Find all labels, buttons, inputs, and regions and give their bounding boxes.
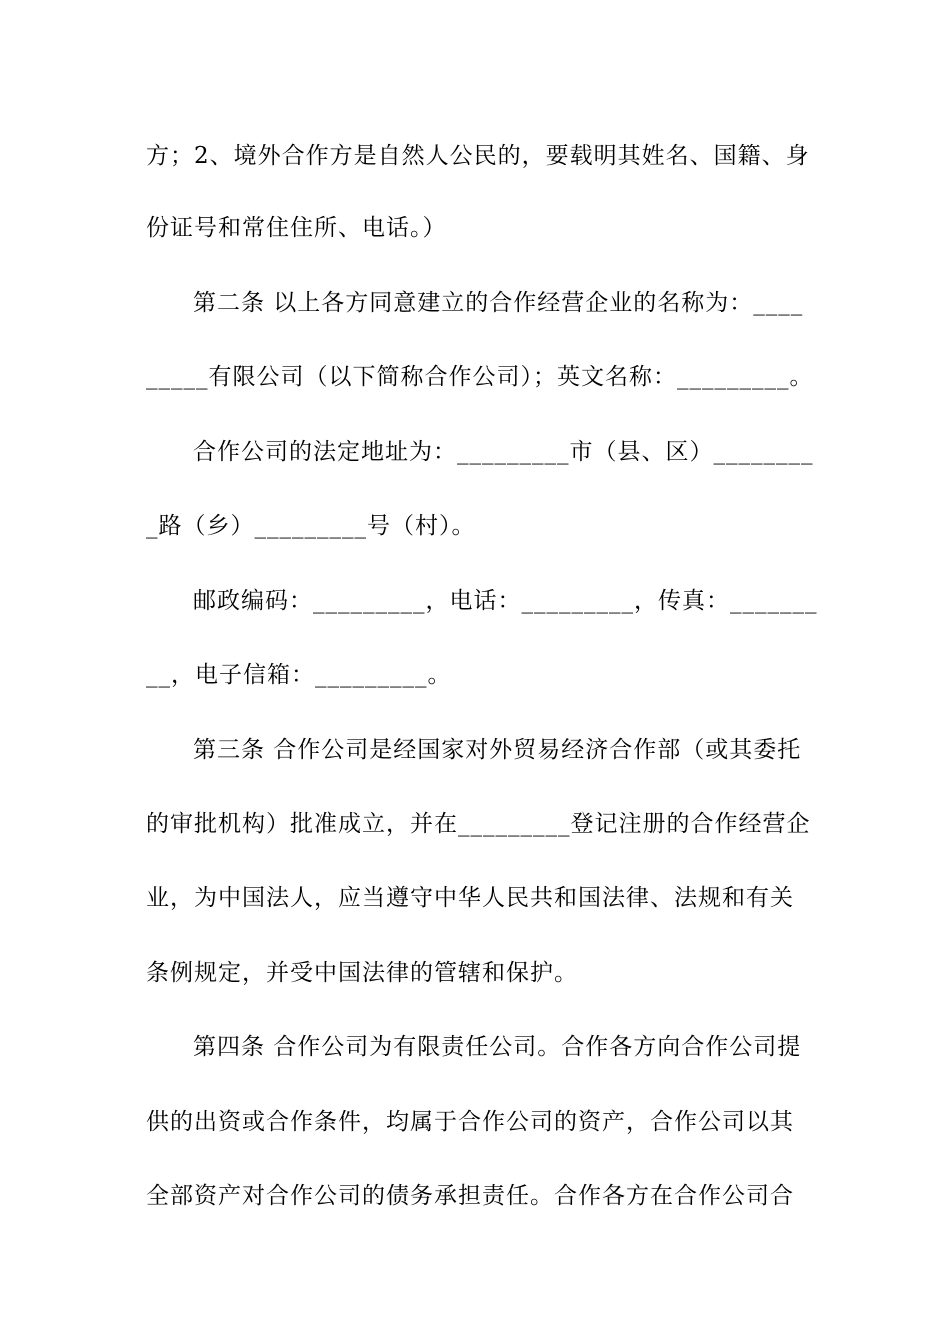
text-line-4: _____有限公司（以下简称合作公司）；英文名称：_________。 xyxy=(146,364,814,390)
contact-info-line: 邮政编码：_________，电话：_________，传真：_______ xyxy=(193,588,818,614)
text-line-15: 全部资产对合作公司的债务承担责任。合作各方在合作公司合 xyxy=(146,1183,794,1209)
legal-address-line: 合作公司的法定地址为：_________市（县、区）________ xyxy=(193,439,814,465)
text-line-14: 供的出资或合作条件，均属于合作公司的资产，合作公司以其 xyxy=(146,1109,794,1135)
article-4-heading-line: 第四条 合作公司为有限责任公司。合作各方向合作公司提 xyxy=(193,1034,802,1060)
text-line-10: 的审批机构）批准成立，并在_________登记注册的合作经营企 xyxy=(146,811,811,837)
text-line-12: 条例规定，并受中国法律的管辖和保护。 xyxy=(146,960,578,986)
article-2-heading-line: 第二条 以上各方同意建立的合作经营企业的名称为：____ xyxy=(193,290,804,316)
text-line-2: 份证号和常住住所、电话。） xyxy=(146,215,447,241)
text-line-11: 业，为中国法人，应当遵守中华人民共和国法律、法规和有关 xyxy=(146,885,794,911)
text-line-8: __，电子信箱：_________。 xyxy=(146,662,452,688)
text-line-1: 方；2、境外合作方是自然人公民的，要载明其姓名、国籍、身 xyxy=(146,143,810,169)
text-line-6: _路（乡）_________号（村）。 xyxy=(146,513,476,539)
article-3-heading-line: 第三条 合作公司是经国家对外贸易经济合作部（或其委托 xyxy=(193,737,802,763)
